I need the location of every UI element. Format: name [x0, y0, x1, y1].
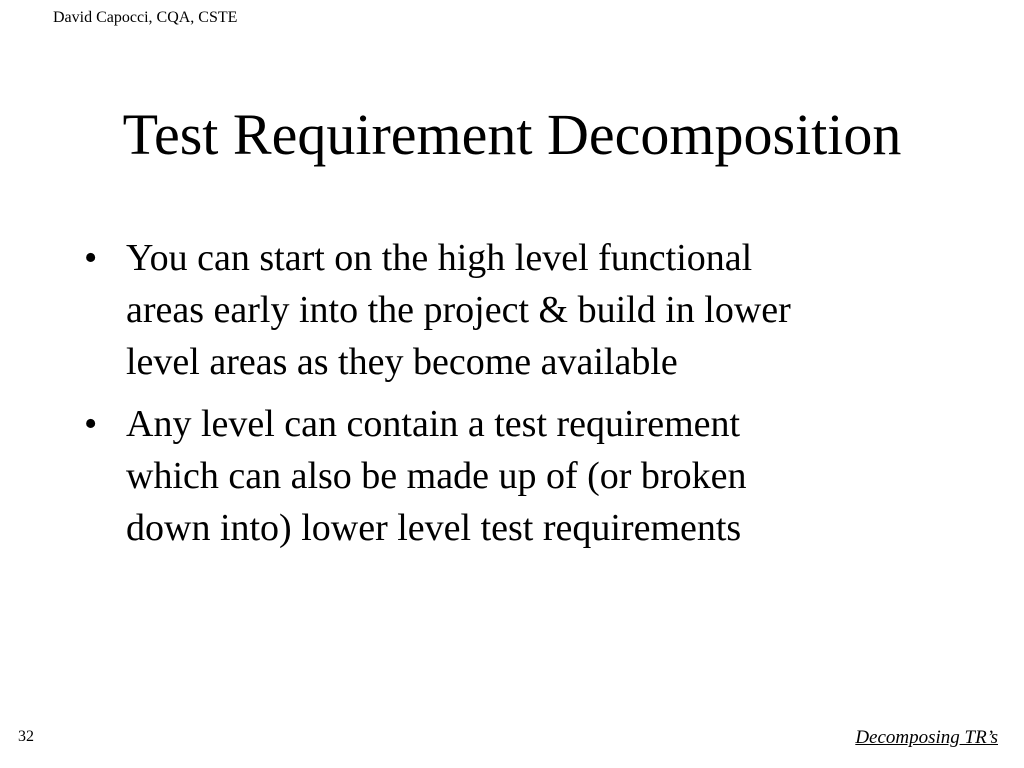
- page-number: 32: [18, 728, 34, 745]
- bullet-icon: •: [84, 237, 98, 279]
- bullet-item: [84, 232, 964, 388]
- bullet-item: [84, 398, 964, 554]
- bullet-line: areas early into the project & build in lower: [126, 289, 791, 331]
- bullet-text: [126, 398, 926, 554]
- bullet-line: which can also be made up of (or broken: [126, 455, 747, 497]
- bullet-line: Any level can contain a test requirement: [126, 403, 741, 445]
- footer-link-decomposing-trs[interactable]: Decomposing TR’s: [855, 727, 998, 748]
- bullet-line: down into) lower level test requirements: [126, 507, 742, 549]
- bullet-list: [84, 232, 964, 564]
- bullet-line: level areas as they become available: [126, 341, 678, 383]
- author-header: David Capocci, CQA, CSTE: [53, 9, 238, 26]
- slide-title: Test Requirement Decomposition: [122, 102, 902, 167]
- bullet-line: You can start on the high level functional: [126, 237, 753, 279]
- bullet-text: [126, 232, 926, 388]
- bullet-icon: •: [84, 403, 98, 445]
